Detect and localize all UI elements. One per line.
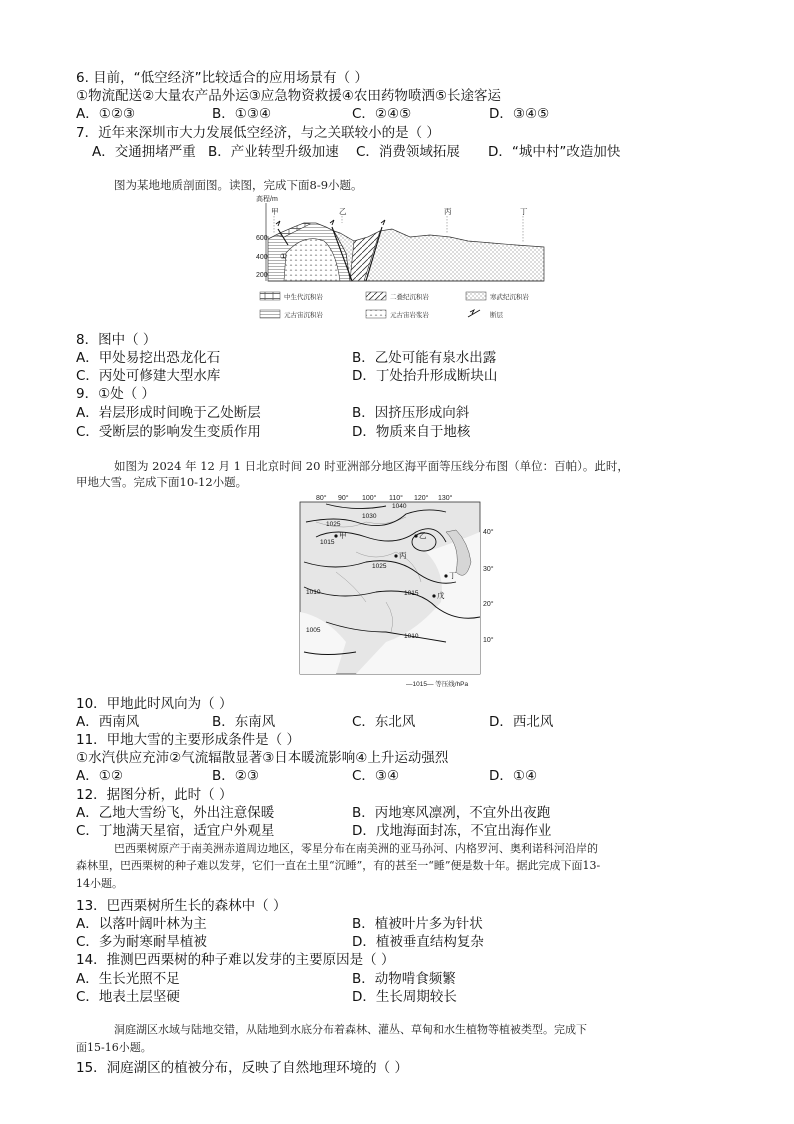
q13-option-b[interactable]: B．植被叶片多为针状 [352,916,483,932]
svg-text:90°: 90° [338,495,349,502]
q13-option-c[interactable]: C．多为耐寒耐旱植被 [76,934,207,950]
svg-text:20°: 20° [483,601,494,608]
svg-text:1040: 1040 [392,503,407,510]
q13-stem: 13．巴西栗树所生长的森林中（ ） [76,898,287,914]
q9-stem: 9．①处（ ） [76,386,155,402]
svg-text:120°: 120° [414,495,429,502]
q11-option-a[interactable]: A．①② [76,768,123,784]
profile-point-bing: 丙 [444,207,452,216]
geologic-profile-figure [254,193,550,327]
q11-option-b[interactable]: B．②③ [212,768,259,784]
svg-text:寒武纪沉积岩: 寒武纪沉积岩 [490,294,529,301]
q10-option-b[interactable]: B．东南风 [212,714,276,730]
svg-text:断层: 断层 [490,312,503,319]
q7-stem: 7．近年来深圳市大力发展低空经济，与之关联较小的是（ ） [76,125,440,141]
svg-text:10°: 10° [483,637,494,644]
svg-text:400: 400 [256,254,268,261]
profile-point-jia: 甲 [271,207,279,216]
svg-text:1025: 1025 [326,521,341,528]
map-legend: —1015— 等压线/hPa [406,681,469,688]
q11-stem: 11．甲地大雪的主要形成条件是（ ） [76,732,300,748]
q7-option-d[interactable]: D．“城中村”改造加快 [488,144,621,160]
svg-text:110°: 110° [389,495,403,502]
isobar-map-figure [296,492,508,692]
q11-items: ①水汽供应充沛②气流辐散显著③日本暖流影响④上升运动强烈 [76,750,449,766]
q9-option-a[interactable]: A．岩层形成时间晚于乙处断层 [76,405,261,421]
q15-stem: 15．洞庭湖区的植被分布，反映了自然地理环境的（ ） [76,1060,408,1076]
q14-option-a[interactable]: A．生长光照不足 [76,971,180,987]
map-place-wu: 戊 [437,591,445,600]
map-place-jia: 甲 [339,531,347,540]
svg-text:1005: 1005 [306,627,321,634]
q10-stem: 10．甲地此时风向为（ ） [76,696,233,712]
intro-13-14-line2: 森林里，巴西栗树的种子难以发芽，它们一直在土里“沉睡”，有的甚至一“睡”便是数十年。据此完成下面13- [76,859,601,872]
q12-option-d[interactable]: D．戊地海面封冻，不宜出海作业 [352,823,552,839]
profile-legend [260,292,530,319]
intro-10-12-line1: 如图为 2024 年 12 月 1 日北京时间 20 时亚洲部分地区海平面等压线分布图（单位：百帕）。此时， [114,459,629,473]
q10-option-d[interactable]: D．西北风 [489,714,554,730]
q10-option-a[interactable]: A．西南风 [76,714,140,730]
q14-option-c[interactable]: C．地表土层坚硬 [76,989,180,1005]
q9-option-c[interactable]: C．受断层的影响发生变质作用 [76,424,261,440]
profile-point-yi: 乙 [339,207,347,216]
q11-option-c[interactable]: C．③④ [352,768,400,784]
intro-13-14-line3: 14小题。 [76,877,123,890]
map-place-yi: 乙 [419,531,427,540]
q8-option-b[interactable]: B．乙处可能有泉水出露 [352,350,497,366]
svg-text:40°: 40° [483,529,494,536]
svg-text:二叠纪沉积岩: 二叠纪沉积岩 [390,294,429,301]
svg-text:80°: 80° [316,495,327,502]
q7-option-b[interactable]: B．产业转型升级加速 [208,144,339,160]
svg-text:30°: 30° [483,566,494,573]
q10-option-c[interactable]: C．东北风 [352,714,416,730]
svg-text:600: 600 [256,235,268,242]
q6-option-c[interactable]: C．②④⑤ [352,106,412,122]
q6-option-b[interactable]: B．①③④ [212,106,272,122]
intro-15-16-line1: 洞庭湖区水域与陆地交错，从陆地到水底分布着森林、灌丛、草甸和水生植物等植被类型。完成下 [114,1023,587,1036]
q8-option-a[interactable]: A．甲处易挖出恐龙化石 [76,350,221,366]
q12-option-b[interactable]: B．丙地寒风凛冽，不宜外出夜跑 [352,805,551,821]
q6-items: ①物流配送②大量农产品外运③应急物资救援④农田药物喷洒⑤长途客运 [76,88,502,104]
q6-stem: 6. 目前，“低空经济”比较适合的应用场景有（ ） [76,70,368,86]
svg-text:1010: 1010 [404,633,419,640]
svg-text:1010: 1010 [306,589,321,596]
svg-text:中生代沉积岩: 中生代沉积岩 [284,294,323,301]
map-place-bing: 丙 [399,551,407,560]
q12-stem: 12．据图分析，此时（ ） [76,787,233,803]
q8-option-d[interactable]: D．丁处抬升形成断块山 [352,368,498,384]
svg-text:元古宙沉积岩: 元古宙沉积岩 [284,312,323,319]
intro-10-12-line2: 甲地大雪。完成下面10-12小题。 [76,475,248,489]
svg-text:130°: 130° [438,495,453,502]
svg-text:1025: 1025 [372,563,387,570]
profile-ylabel: 高程/m [256,196,278,203]
q6-option-a[interactable]: A．①②③ [76,106,136,122]
q12-option-a[interactable]: A．乙地大雪纷飞，外出注意保暖 [76,805,275,821]
q13-option-d[interactable]: D．植被垂直结构复杂 [352,934,484,950]
q14-stem: 14．推测巴西栗树的种子难以发芽的主要原因是（ ） [76,952,395,968]
q9-option-b[interactable]: B．因挤压形成向斜 [352,405,470,421]
q13-option-a[interactable]: A．以落叶阔叶林为主 [76,916,207,932]
profile-point-ding: 丁 [520,207,528,216]
q8-stem: 8．图中（ ） [76,332,157,348]
svg-text:200: 200 [256,272,268,279]
q12-option-c[interactable]: C．丁地满天星宿，适宜户外观星 [76,823,275,839]
q9-option-d[interactable]: D．物质来自于地核 [352,424,471,440]
q14-option-d[interactable]: D．生长周期较长 [352,989,457,1005]
svg-text:1015: 1015 [320,539,335,546]
intro-8-9: 图为某地地质剖面图。读图，完成下面8-9小题。 [114,178,363,192]
q14-option-b[interactable]: B．动物啃食频繁 [352,971,456,987]
svg-text:1015: 1015 [404,590,419,597]
q7-option-a[interactable]: A．交通拥堵严重 [92,144,196,160]
q8-option-c[interactable]: C．丙处可修建大型水库 [76,368,221,384]
svg-text:100°: 100° [362,495,377,502]
q6-option-d[interactable]: D．③④⑤ [489,106,550,122]
profile-marker-1: ① [280,252,288,261]
map-place-ding: 丁 [449,571,457,580]
svg-text:1030: 1030 [362,513,377,520]
intro-15-16-line2: 面15-16小题。 [76,1041,152,1054]
q7-option-c[interactable]: C．消费领域拓展 [356,144,460,160]
q11-option-d[interactable]: D．①④ [489,768,538,784]
intro-13-14-line1: 巴西栗树原产于南美洲赤道周边地区，零星分布在南美洲的亚马孙河、内格罗河、奥利诺科河沿岸的 [114,842,598,855]
svg-text:元古宙岩浆岩: 元古宙岩浆岩 [390,312,429,319]
